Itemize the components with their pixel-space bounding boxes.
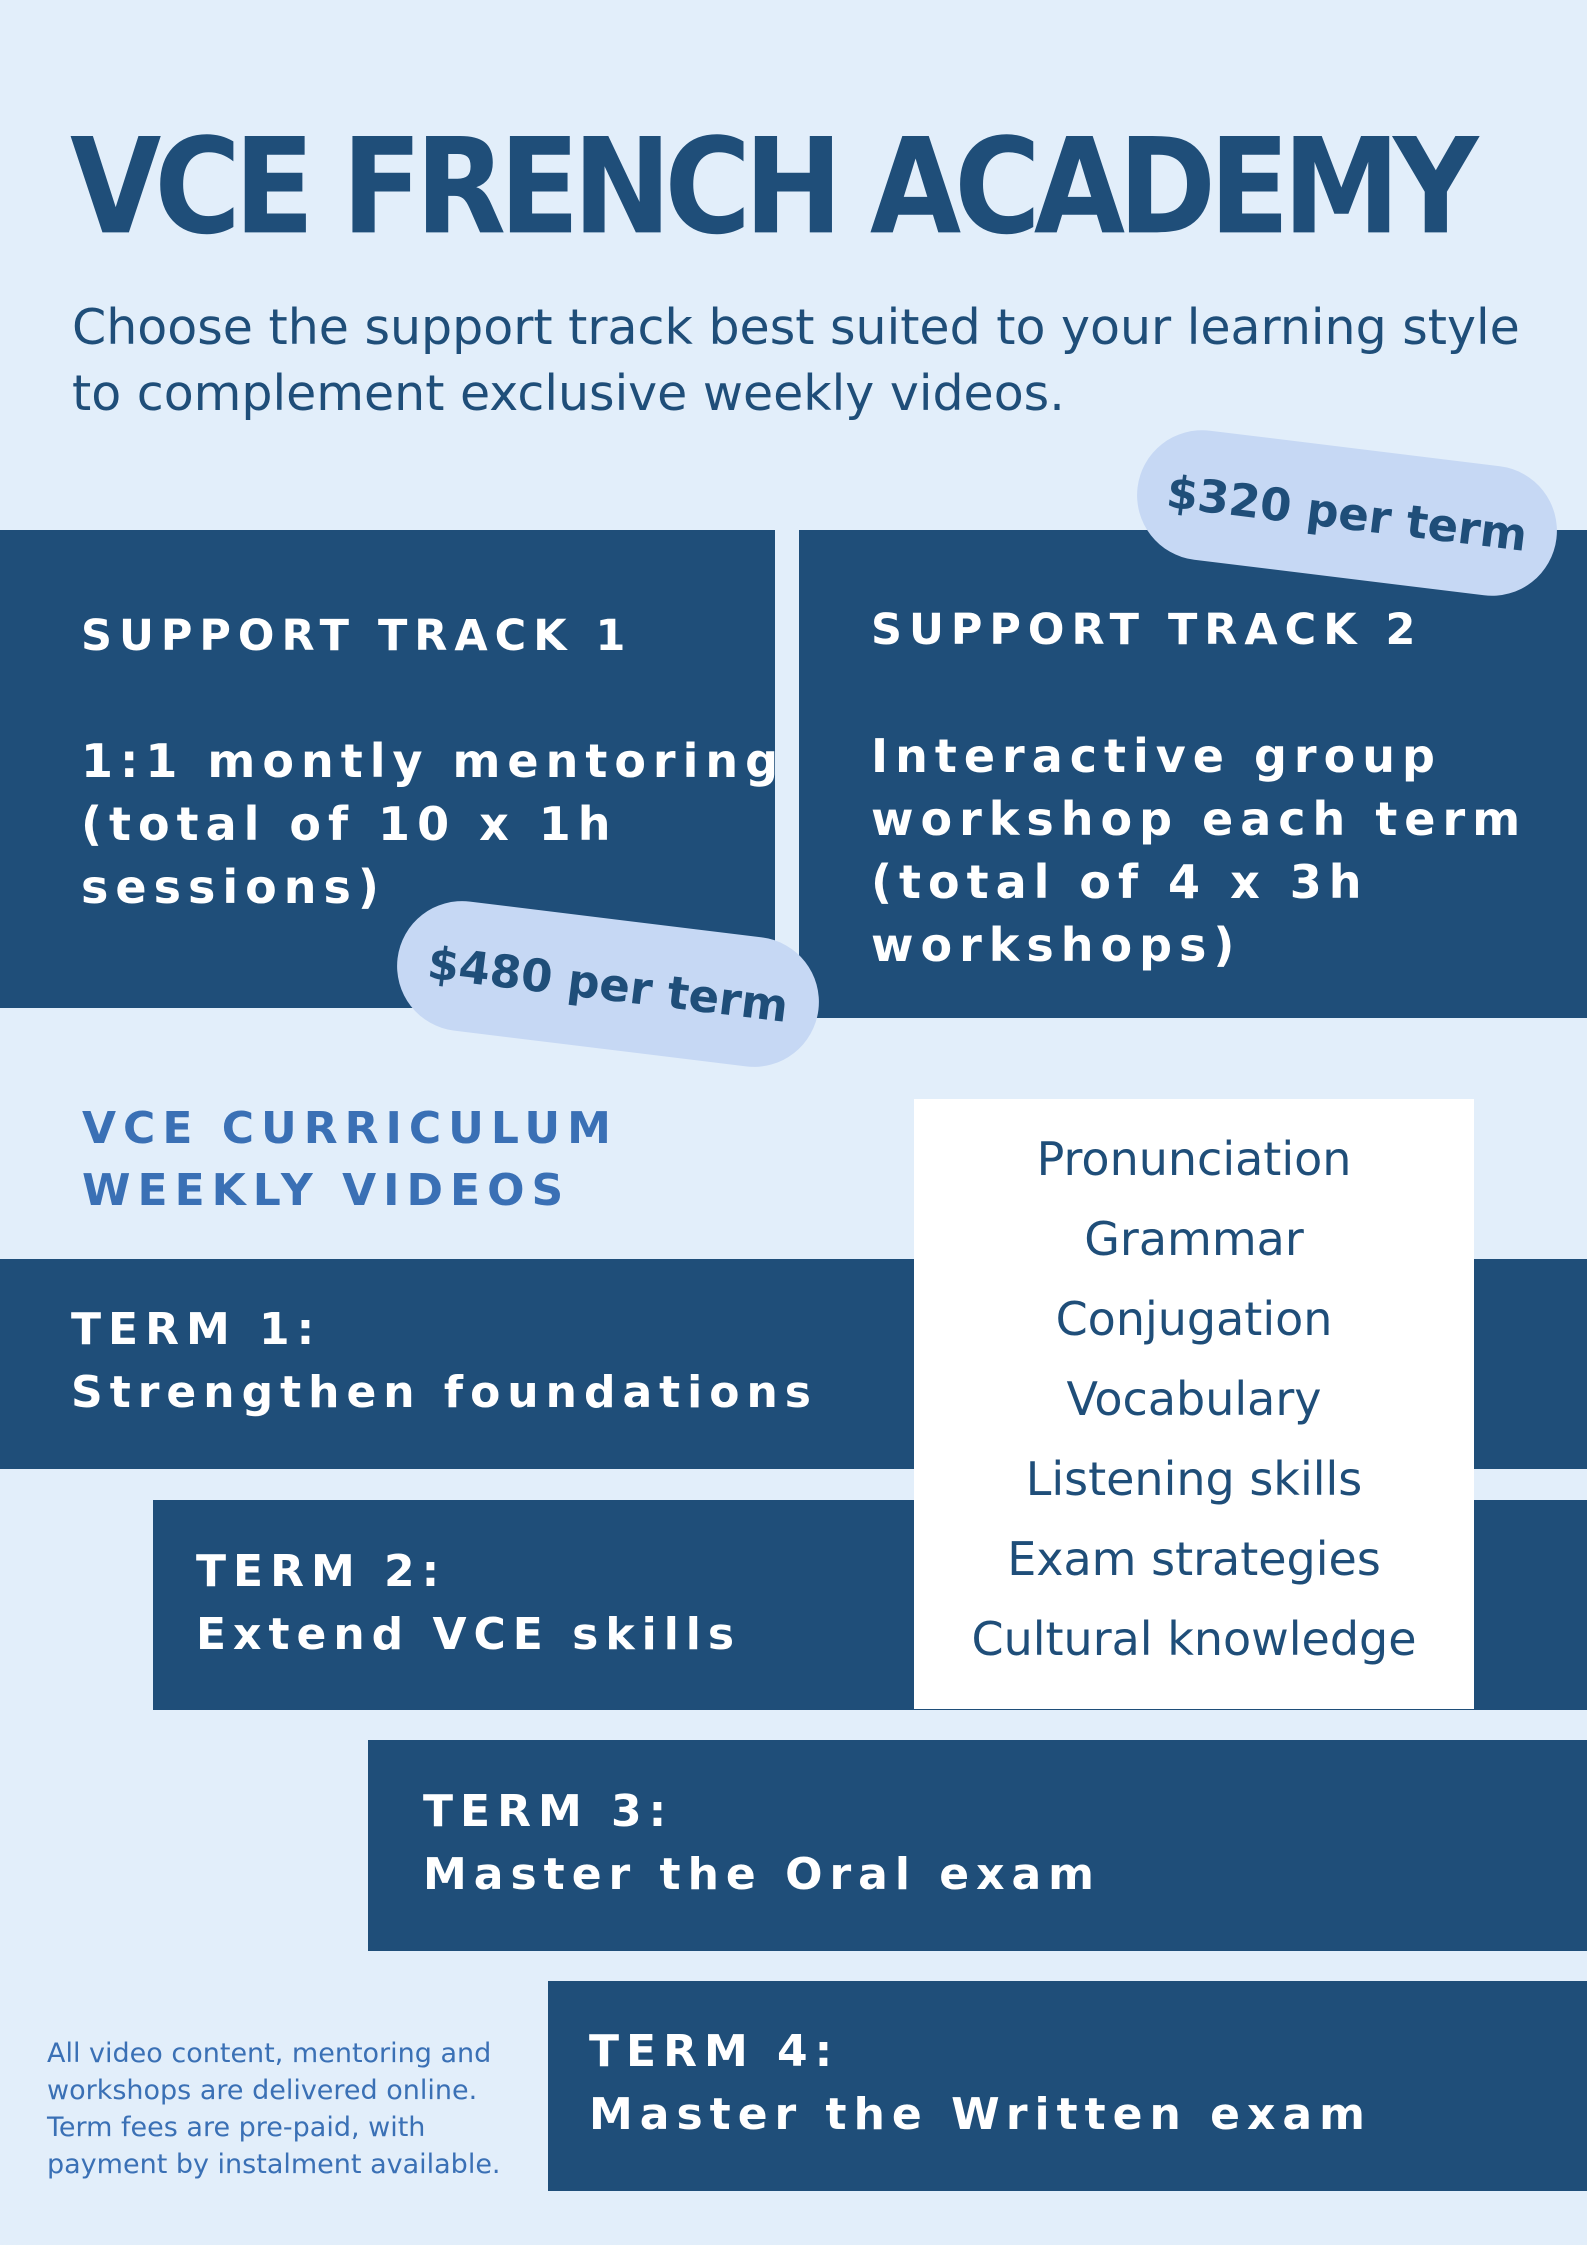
curriculum-heading-line-1: VCE CURRICULUM — [82, 1103, 618, 1154]
topic-item: Listening skills — [1025, 1452, 1363, 1506]
curriculum-heading-line-2: WEEKLY VIDEOS — [82, 1165, 571, 1216]
term-2-focus: Extend VCE skills — [196, 1609, 742, 1660]
term-1-label: TERM 1: — [71, 1304, 322, 1355]
term-1-text — [71, 1298, 818, 1424]
support-track-2-description: Interactive group workshop each term (total of 4 x 3h workshops) — [871, 729, 1528, 972]
topic-item: Exam strategies — [1007, 1532, 1381, 1586]
term-4-text — [589, 2020, 1372, 2146]
topic-item: Vocabulary — [1066, 1372, 1322, 1426]
support-track-2-price-badge: $320 per term — [1130, 423, 1565, 603]
term-3-label: TERM 3: — [423, 1786, 674, 1837]
curriculum-topics-box — [914, 1099, 1474, 1709]
footnote: All video content, mentoring and workshops are delivered online. Term fees are pre-paid, with payment by instalment available. — [47, 2038, 501, 2180]
topic-item: Pronunciation — [1036, 1132, 1352, 1186]
page-subtitle: Choose the support track best suited to your learning style to complement exclusive weekly videos. — [72, 299, 1520, 422]
topic-item: Conjugation — [1055, 1292, 1333, 1346]
term-4-focus: Master the Written exam — [589, 2089, 1372, 2140]
support-track-1-heading: SUPPORT TRACK 1 — [81, 611, 633, 661]
support-track-2-heading: SUPPORT TRACK 2 — [871, 605, 1423, 655]
support-track-1-description: 1:1 montly mentoring (total of 10 x 1h sessions) — [81, 734, 786, 914]
curriculum-heading — [82, 1098, 618, 1222]
term-3-text — [423, 1780, 1101, 1906]
term-1-focus: Strengthen foundations — [71, 1367, 818, 1418]
topic-item: Grammar — [1084, 1212, 1304, 1266]
curriculum-topics-list — [914, 1099, 1474, 1679]
page-title: VCE FRENCH ACADEMY — [70, 109, 1472, 264]
term-2-text — [196, 1540, 741, 1666]
term-4-label: TERM 4: — [589, 2026, 840, 2077]
topic-item: Cultural knowledge — [971, 1612, 1417, 1666]
support-track-1-price-badge: $480 per term — [390, 894, 827, 1075]
term-2-label: TERM 2: — [196, 1546, 447, 1597]
term-3-focus: Master the Oral exam — [423, 1849, 1102, 1900]
